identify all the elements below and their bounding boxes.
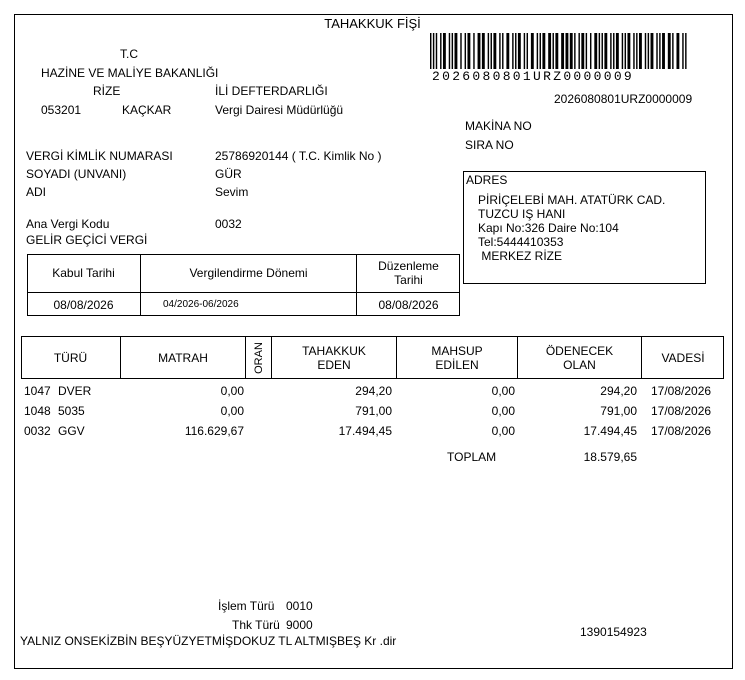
- barcode-bar: [540, 33, 541, 69]
- row-3-tahakkuk: 17.494,45: [338, 424, 392, 438]
- barcode-bar: [565, 33, 568, 69]
- barcode-bar: [581, 33, 584, 69]
- barcode-bar: [672, 33, 673, 69]
- barcode-bar: [633, 33, 634, 69]
- header-tahakkuk: TAHAKKUK EDEN: [302, 343, 366, 372]
- barcode-bar: [627, 33, 630, 69]
- barcode-bar: [449, 33, 450, 69]
- ministry-name: HAZİNE VE MALİYE BAKANLIĞI: [41, 66, 219, 80]
- barcode-bar: [599, 33, 600, 69]
- period-header-donem: Vergilendirme Dönemi: [189, 266, 308, 280]
- row-3-type: GGV: [58, 424, 85, 438]
- barcode-bar: [537, 33, 538, 69]
- barcode-bar: [506, 33, 509, 69]
- main-tax-code-label: Ana Vergi Kodu: [26, 217, 110, 231]
- header-oran-cell: [246, 336, 271, 379]
- barcode-bar: [651, 33, 654, 69]
- header-oran: ORAN: [252, 341, 265, 374]
- barcode-bar: [645, 33, 646, 69]
- barcode-bar: [452, 33, 453, 69]
- barcode-bar: [602, 33, 603, 69]
- document-number: 2026080801URZ0000009: [554, 92, 693, 106]
- row-1-odenecek: 294,20: [600, 384, 637, 398]
- islem-turu-value: 0010: [286, 599, 313, 613]
- amount-in-words: YALNIZ ONSEKİZBİN BEŞYÜZYETMİŞDOKUZ TL ALTMIŞBEŞ Kr .dir: [20, 634, 397, 648]
- barcode-bar: [574, 33, 575, 69]
- address-line-2: TUZCU IŞ HANI: [478, 207, 566, 221]
- main-tax-name: GELİR GEÇİCİ VERGİ: [26, 233, 148, 247]
- barcode-bar: [478, 33, 481, 69]
- header-matrah: MATRAH: [158, 350, 208, 365]
- barcode-bar: [436, 33, 437, 69]
- barcode-bar: [625, 33, 626, 69]
- barcode-bar: [659, 33, 660, 69]
- barcode-bar: [604, 33, 607, 69]
- name-label: ADI: [26, 185, 47, 199]
- row-1-mahsup: 0,00: [491, 384, 515, 398]
- barcode-bar: [676, 33, 679, 69]
- reference-number: 1390154923: [580, 625, 647, 639]
- barcode-image: [430, 33, 688, 69]
- office-name: KAÇKAR: [122, 103, 172, 117]
- barcode-human-readable: 2026080801URZ0000009: [432, 69, 635, 84]
- barcode-bar: [639, 33, 642, 69]
- address-line-5: MERKEZ RİZE: [478, 249, 563, 263]
- barcode-bar: [482, 33, 485, 69]
- main-tax-code-value: 0032: [215, 217, 242, 231]
- barcode-bar: [493, 33, 496, 69]
- header-vadesi: VADESİ: [661, 350, 705, 365]
- barcode-bar: [518, 33, 521, 69]
- thk-turu-label: Thk Türü: [232, 618, 280, 632]
- period-value-duzenleme: 08/08/2026: [378, 297, 439, 312]
- barcode-bar: [553, 33, 554, 69]
- header-odenecek: ÖDENECEK OLAN: [545, 343, 614, 372]
- barcode-bar: [586, 33, 587, 69]
- row-2-mahsup: 0,00: [491, 404, 515, 418]
- barcode-bar: [542, 33, 545, 69]
- tc-label: T.C: [120, 47, 138, 61]
- barcode-bar: [682, 33, 683, 69]
- office-type: Vergi Dairesi Müdürlüğü: [215, 103, 344, 117]
- row-1-code: 1047: [24, 384, 51, 398]
- barcode-bar: [460, 33, 461, 69]
- row-1-type: DVER: [58, 384, 92, 398]
- thk-turu-value: 9000: [286, 618, 313, 632]
- barcode-bar: [590, 33, 591, 69]
- name-value: Sevim: [215, 185, 249, 199]
- barcode-bar: [465, 33, 466, 69]
- address-line-3: Kapı No:326 Daire No:104: [478, 221, 619, 235]
- total-value: 18.579,65: [583, 450, 637, 464]
- barcode-bar: [502, 33, 503, 69]
- barcode-bar: [578, 33, 579, 69]
- row-3-odenecek: 17.494,45: [583, 424, 637, 438]
- barcode-bar: [613, 33, 614, 69]
- row-2-type: 5035: [58, 404, 85, 418]
- barcode-bar: [467, 33, 470, 69]
- barcode-bar: [433, 33, 434, 69]
- barcode-bar: [561, 33, 564, 69]
- directorate-name: İLİ DEFTERDARLIĞI: [215, 84, 328, 98]
- document-title: TAHAKKUK FİŞİ: [324, 16, 421, 31]
- barcode-bar: [685, 33, 686, 69]
- barcode-bar: [440, 33, 441, 69]
- row-3-mahsup: 0,00: [491, 424, 515, 438]
- barcode-bar: [570, 33, 573, 69]
- barcode-bar: [515, 33, 516, 69]
- barcode-bar: [668, 33, 671, 69]
- barcode-bar: [594, 33, 597, 69]
- address-line-1: PİRİÇELEBİ MAH. ATATÜRK CAD.: [478, 193, 666, 207]
- row-2-odenecek: 791,00: [600, 404, 637, 418]
- row-2-tahakkuk: 791,00: [355, 404, 392, 418]
- barcode-bar: [648, 33, 649, 69]
- barcode-bar: [548, 33, 551, 69]
- barcode-bar: [662, 33, 665, 69]
- row-3-matrah: 116.629,67: [184, 424, 244, 438]
- address-label: ADRES: [466, 173, 508, 187]
- period-value-donem: 04/2026-06/2026: [163, 299, 239, 310]
- barcode-bar: [616, 33, 619, 69]
- row-1-tahakkuk: 294,20: [355, 384, 392, 398]
- barcode-bar: [527, 33, 528, 69]
- province-name: RİZE: [93, 84, 121, 98]
- header-turu: TÜRÜ: [53, 350, 88, 365]
- period-value-kabul: 08/08/2026: [53, 297, 114, 312]
- surname-value: GÜR: [215, 167, 242, 181]
- barcode-bar: [488, 33, 489, 69]
- header-mahsup: MAHSUP EDİLEN: [431, 343, 483, 372]
- period-header-kabul: Kabul Tarihi: [52, 266, 115, 280]
- barcode-bar: [443, 33, 446, 69]
- barcode-bar: [473, 33, 474, 69]
- surname-label: SOYADI (UNVANI): [26, 167, 127, 181]
- sira-no-label: SIRA NO: [465, 138, 514, 152]
- vkn-value: 25786920144 ( T.C. Kimlik No ): [215, 149, 382, 163]
- office-code: 053201: [41, 103, 82, 117]
- barcode-bar: [491, 33, 492, 69]
- barcode-bar: [531, 33, 534, 69]
- row-1-matrah: 0,00: [220, 384, 244, 398]
- row-2-code: 1048: [24, 404, 51, 418]
- barcode-bar: [555, 33, 558, 69]
- row-3-code: 0032: [24, 424, 51, 438]
- vkn-label: VERGİ KİMLİK NUMARASI: [26, 149, 173, 163]
- row-2-vade: 17/08/2026: [651, 404, 712, 418]
- row-3-vade: 17/08/2026: [651, 424, 712, 438]
- barcode-bar: [622, 33, 623, 69]
- barcode-bar: [499, 33, 500, 69]
- barcode-bar: [610, 33, 611, 69]
- barcode-bar: [430, 33, 431, 69]
- row-2-matrah: 0,00: [220, 404, 244, 418]
- row-1-vade: 17/08/2026: [651, 384, 712, 398]
- barcode-bar: [455, 33, 458, 69]
- makina-no-label: MAKİNA NO: [465, 119, 532, 133]
- barcode-bar: [512, 33, 513, 69]
- barcode-bar: [636, 33, 637, 69]
- total-label: TOPLAM: [447, 450, 497, 464]
- barcode-bar: [656, 33, 657, 69]
- islem-turu-label: İşlem Türü: [218, 599, 275, 613]
- barcode-bar: [524, 33, 525, 69]
- address-line-4: Tel:5444410353: [478, 235, 564, 249]
- period-header-duzenleme: Düzenleme Tarihi: [378, 259, 439, 287]
